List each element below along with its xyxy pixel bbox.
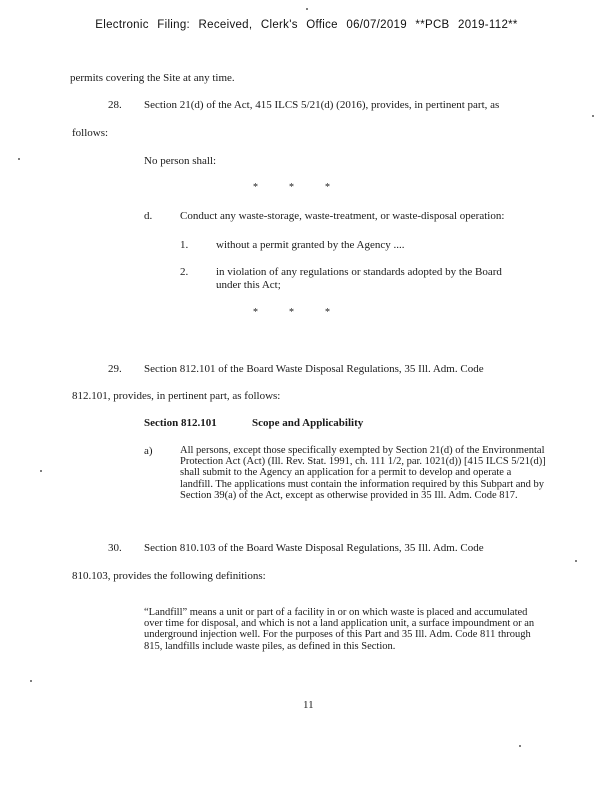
- paragraph-30-continuation: 810.103, provides the following definitions:: [72, 570, 266, 582]
- section-heading-number: Section 812.101: [144, 417, 217, 429]
- no-person-line: No person shall:: [144, 155, 217, 167]
- paragraph-30-number: 30.: [108, 542, 122, 554]
- item-d-text: Conduct any waste-storage, waste-treatment, or waste-disposal operation:: [180, 210, 505, 222]
- item-1-text: without a permit granted by the Agency ....: [216, 239, 405, 251]
- star: *: [253, 307, 258, 318]
- paragraph-28-number: 28.: [108, 99, 122, 111]
- star: *: [289, 307, 294, 318]
- section-heading-title: Scope and Applicability: [252, 417, 364, 429]
- scan-speck: [575, 560, 577, 562]
- ellipsis-stars-1: [253, 181, 361, 194]
- item-d-label: d.: [144, 210, 153, 222]
- item-2-text-line1: in violation of any regulations or standards adopted by the Board: [216, 266, 502, 278]
- subsection-a-text: All persons, except those specifically exempted by Section 21(d) of the Environmental Protection Act (Act) (Ill. Rev. Stat. 1991, ch. 111 1/2, par. 1021(d)) [415 ILCS 5/21(d)] shall submit to the Agency an application for a permit to develop and operate a landfill. The applications must contain the information required by this Subpart and by Section 39(a) of the Act, except as otherwise provided in 35 Ill. Adm. Code 817.: [180, 445, 546, 501]
- scan-speck: [30, 680, 32, 682]
- filing-header: Electronic Filing: Received, Clerk's Office 06/07/2019 **PCB 2019-112**: [95, 19, 518, 31]
- paragraph-28-text: Section 21(d) of the Act, 415 ILCS 5/21(d) (2016), provides, in pertinent part, as: [144, 99, 500, 111]
- star: *: [325, 182, 330, 193]
- item-2-text-line2: under this Act;: [216, 279, 281, 291]
- star: *: [325, 307, 330, 318]
- scan-speck: [40, 470, 42, 472]
- paragraph-28-continuation: follows:: [72, 127, 109, 139]
- item-2-label: 2.: [180, 266, 189, 278]
- carryover-line: permits covering the Site at any time.: [70, 72, 235, 84]
- scan-speck: [306, 8, 308, 10]
- scan-speck: [592, 115, 594, 117]
- subsection-a-label: a): [144, 445, 153, 457]
- ellipsis-stars-2: [253, 306, 361, 319]
- item-1-label: 1.: [180, 239, 189, 251]
- star: *: [253, 182, 258, 193]
- landfill-definition: “Landfill” means a unit or part of a facility in or on which waste is placed and accumulated over time for disposal, and which is not a land application unit, a surface impoundment or an underground injection well. For the purposes of this Part and 35 Ill. Adm. Code 811 through 815, landfills include waste piles, as defined in this Section.: [144, 607, 535, 652]
- paragraph-30-text: Section 810.103 of the Board Waste Disposal Regulations, 35 Ill. Adm. Code: [144, 542, 484, 554]
- star: *: [289, 182, 294, 193]
- paragraph-29-text: Section 812.101 of the Board Waste Disposal Regulations, 35 Ill. Adm. Code: [144, 363, 484, 375]
- scan-speck: [18, 158, 20, 160]
- paragraph-29-continuation: 812.101, provides, in pertinent part, as follows:: [72, 390, 281, 402]
- paragraph-29-number: 29.: [108, 363, 122, 375]
- page-number: 11: [303, 699, 314, 711]
- scan-speck: [519, 745, 521, 747]
